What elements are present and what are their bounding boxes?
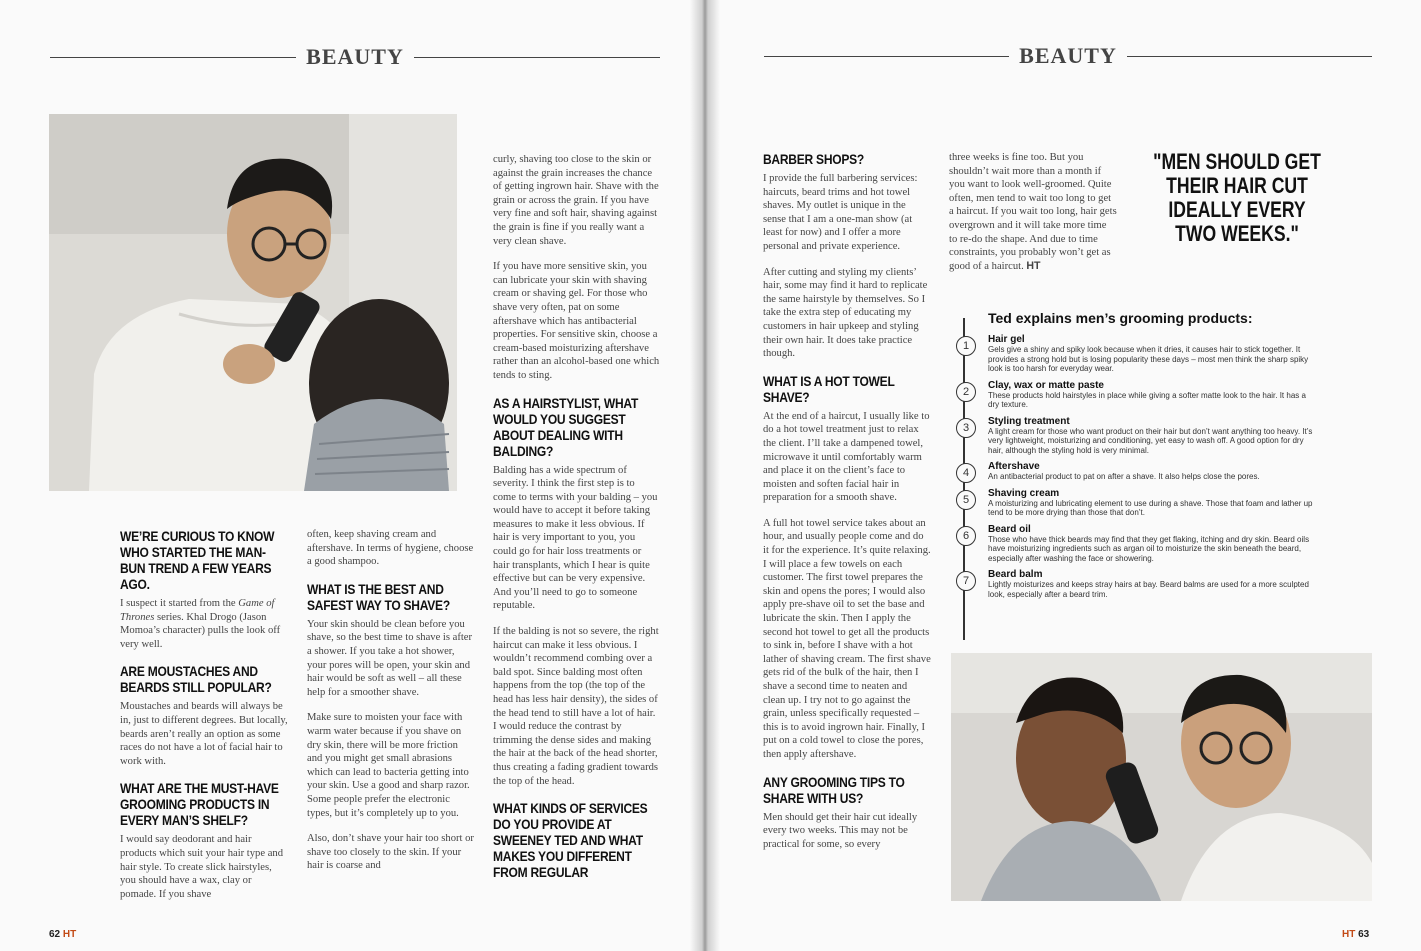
step-number-badge: 2	[956, 382, 976, 402]
products-list	[960, 334, 1315, 599]
answer-paragraph: I suspect it started from the Game of Thrones series. Khal Drogo (Jason Momoa’s character) pulls the look off very well.	[120, 598, 281, 650]
step-number-badge: 4	[956, 463, 976, 483]
question-heading: ARE MOUSTACHES AND BEARDS STILL POPULAR?	[120, 663, 272, 696]
step-number-badge: 1	[956, 336, 976, 356]
answer-paragraph: I provide the full barbering services: haircuts, beard trims and hot towel shaves. My outlet is unique in the sense that I am a one-man show (at least for now) and I offer a more personal and private experience.	[763, 173, 918, 252]
question-heading: WHAT KINDS OF SERVICES DO YOU PROVIDE AT SWEENEY TED AND WHAT MAKES YOU DIFFERENT FROM REGULAR	[493, 800, 648, 881]
left-column-3	[493, 153, 660, 885]
question-heading: WHAT IS A HOT TOWEL SHAVE?	[763, 372, 895, 405]
product-name: Hair gel	[988, 334, 1025, 345]
answer-paragraph: curly, shaving too close to the skin or against the grain increases the chance of getting ingrown hair. Shave with the grain or across the grain. If you have very fine and soft hair, shaving against the grain is fine if you really want a very clean shave.	[493, 154, 659, 247]
product-item	[960, 416, 1315, 456]
product-description: An antibacterial product to pat on after a shave. It also helps close the pores.	[988, 472, 1260, 481]
answer-paragraph: At the end of a haircut, I usually like to do a hot towel treatment just to relax the client. I’ll take a dampened towel, microwave it until comfortably warm and place it on the client’s face to moisten and soften facial hair in preparation for a smooth shave.	[763, 410, 930, 504]
question-heading: ANY GROOMING TIPS TO SHARE WITH US?	[763, 773, 905, 806]
answer-paragraph: Your skin should be clean before you shave, so the best time to shave is after a shower. If you take a hot shower, your pores will be open, your skin and hair would be soft as well – all these help for a smoother shave.	[307, 618, 473, 698]
step-number-badge: 3	[956, 418, 976, 438]
answer-paragraph: If you have more sensitive skin, you can lubricate your skin with shaving cream or shaving gel. For those who shave very often, pat on some aftershave which has antibacterial properties. For sensitive skin, choose a cream-based moisturizing aftershave rather than an alcohol-based one which tends to sting.	[493, 261, 660, 381]
product-description: A light cream for those who want product on their hair but don’t want anything too heavy. It’s very lightweight, moisturizing and conditioning, yet easy to wash off. A good option for dry hair, although the styling hold is very minimal.	[988, 426, 1313, 455]
answer-paragraph: three weeks is fine too. But you shouldn’t wait more than a month if you want to look well-groomed. Quite often, men tend to wait too long to get a haircut. If you wait too long, hair gets overgrown and it will take more time to re-do the shape. And due to time constraints, you probably won’t get as good of a haircut. HT	[949, 152, 1117, 272]
answer-paragraph: After cutting and styling my clients’ hair, some may find it hard to replicate the same hairstyle by themselves. So I take the extra step of educating my customers in hair upkeep and styling their own hair. It does take practice though.	[763, 266, 928, 360]
answer-paragraph: Make sure to moisten your face with warm water because if you shave on dry skin, there will be more friction and you might get small abrasions which can lead to bacteria getting into your skin. Use a good and sharp razor. Some people prefer the electronic types, but it’s completely up to you.	[307, 712, 470, 819]
answer-paragraph: Men should get their hair cut ideally every two weeks. This may not be practical for some, so every	[763, 811, 918, 850]
product-description: These products hold hairstyles in place while giving a softer matte look to the hair. It has a dry texture.	[988, 390, 1306, 409]
section-title: BEAUTY	[306, 44, 404, 69]
question-heading: BARBER SHOPS?	[763, 151, 865, 167]
right-column-2	[949, 151, 1117, 285]
step-number-badge: 7	[956, 571, 976, 591]
product-description: Gels give a shiny and spiky look because when it dries, it causes hair to stick together. It provides a strong hold but is losing popularity these days – most men think the sharp spiky look is too harsh for everyday wear.	[988, 345, 1309, 373]
section-header-right	[764, 43, 1372, 69]
product-name: Styling treatment	[988, 415, 1070, 427]
product-item	[960, 380, 1315, 410]
product-item	[960, 334, 1315, 374]
products-box	[960, 310, 1315, 605]
question-heading: WHAT ARE THE MUST-HAVE GROOMING PRODUCTS IN EVERY MAN’S SHELF?	[120, 780, 279, 829]
answer-paragraph: Also, don’t shave your hair too short or shave too closely to the skin. If your hair is coarse and	[307, 833, 474, 872]
page-number-right: HT 63	[1342, 929, 1370, 940]
product-description: Lightly moisturizes and keeps stray hairs at bay. Beard balms are used for a more sculpted look, especially after a beard trim.	[988, 580, 1309, 599]
answer-paragraph: A full hot towel service takes about an hour, and usually people come and do it for the experience. It’s quite relaxing. I will place a few towels on each customer. The first towel prepares the skin and opens the pores; I would also apply pre-shave oil to set the base and lubricate the skin. Then I apply the second hot towel to get all the products to sink in, before I shave with a hot lather of shaving cream. The first shave gets rid of the bulk of the hair, then I shave a second time to neaten and clean up. I try not to go against the grain, unless specifically requested – this is to avoid ingrown hair. Finally, I put on a cold towel to close the pores, then apply aftershave.	[763, 517, 931, 760]
page-number-left: 62 HT	[49, 929, 77, 940]
question-heading: WE’RE CURIOUS TO KNOW WHO STARTED THE MAN-BUN TREND A FEW YEARS AGO.	[120, 528, 275, 592]
product-item	[960, 524, 1315, 564]
step-number-badge: 6	[956, 526, 976, 546]
product-description: Those who have thick beards may find that they get flaking, itching and dry skin. Beard oils have moisturizing ingredients such as argan oil to moisturize the skin beneath the beard, especially after washing the face or showering.	[988, 534, 1310, 563]
header-rule	[50, 57, 296, 58]
pull-quote: "MEN SHOULD GET THEIR HAIR CUT IDEALLY EVERY TWO WEEKS."	[1153, 149, 1321, 246]
section-header-left	[50, 44, 660, 70]
section-title: BEAUTY	[1019, 43, 1117, 68]
right-column-1	[763, 151, 931, 863]
header-rule	[414, 57, 660, 58]
shave-photo	[951, 653, 1372, 901]
question-heading: AS A HAIRSTYLIST, WHAT WOULD YOU SUGGEST ABOUT DEALING WITH BALDING?	[493, 394, 639, 459]
product-name: Aftershave	[988, 461, 1040, 472]
left-column-2	[307, 528, 475, 885]
right-page	[712, 0, 1421, 951]
product-item	[960, 461, 1315, 482]
answer-paragraph: I would say deodorant and hair products which suit your hair type and hair style. To create slick hairstyles, you should have a wax, clay or pomade. If you shave	[120, 834, 283, 900]
product-name: Beard oil	[988, 523, 1031, 535]
product-name: Shaving cream	[988, 487, 1060, 499]
product-name: Clay, wax or matte paste	[988, 379, 1104, 391]
answer-paragraph: often, keep shaving cream and aftershave. In terms of hygiene, choose a good shampoo.	[307, 529, 474, 568]
products-title: Ted explains men’s grooming products:	[988, 310, 1253, 326]
step-number-badge: 5	[956, 490, 976, 510]
question-heading: WHAT IS THE BEST AND SAFEST WAY TO SHAVE?	[307, 580, 450, 613]
left-column-1	[120, 528, 290, 913]
barber-photo	[49, 114, 457, 491]
answer-paragraph: Moustaches and beards will always be in, just to different degrees. But locally, beards aren’t really an option as some races do not have a lot of facial hair to work with.	[120, 701, 288, 767]
spine-gutter	[690, 0, 720, 951]
product-description: A moisturizing and lubricating element to use during a shave. Those that foam and lather up tend to be more drying than those that don’t.	[988, 498, 1313, 517]
product-item	[960, 488, 1315, 518]
answer-paragraph: If the balding is not so severe, the right haircut can make it less obvious. I wouldn’t recommend combing over a bald spot. Since balding most often happens from the top (the top of the head has less hair density), the sides of the head tend to still have a lot of hair. I would reduce the contrast by trimming the dense sides and making the hair at the back of the head shorter, thus creating a fading gradient towards the top of the head.	[493, 626, 659, 787]
header-rule	[764, 56, 1009, 57]
product-item	[960, 569, 1315, 599]
answer-paragraph: Balding has a wide spectrum of severity. I think the first step is to come to terms with your balding – you would have to accept it before taking measures to make it less obvious. If hair is very important to you, you could go for hair loss treatments or hair transplants, which I hear is quite effective but can be very expensive. And you’ll need to go to someone reputable.	[493, 464, 658, 612]
header-rule	[1127, 56, 1372, 57]
left-page	[0, 0, 702, 951]
product-name: Beard balm	[988, 569, 1043, 580]
signoff-mark: HT	[1026, 259, 1041, 272]
